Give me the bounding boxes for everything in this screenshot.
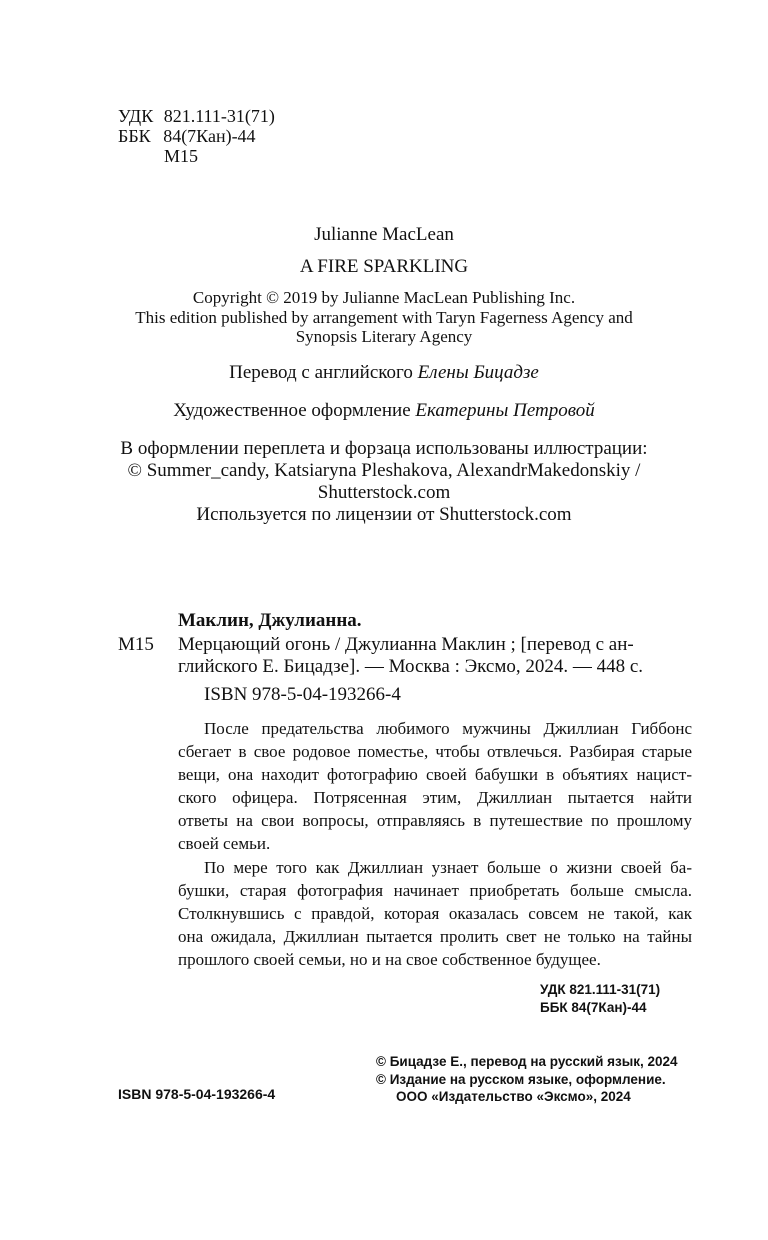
original-author: Julianne MacLean: [314, 224, 454, 245]
illustration-line: В оформлении переплета и форзаца использованы иллюстрации:: [120, 438, 648, 459]
translator-name: Елены Бицадзе: [417, 362, 539, 383]
copyright-block: [376, 1053, 678, 1106]
illustration-line: © Summer_candy, Katsiaryna Pleshakova, AlexandrMakedonskiy /: [127, 460, 641, 481]
annotation-line: ского офицера. Потрясенная этим, Джиллиан пытается найти: [178, 788, 692, 807]
description-line: Мерцающий огонь / Джулианна Маклин ; [перевод с ан-: [178, 634, 634, 655]
description-line: глийского Е. Бицадзе]. — Москва : Эксмо, 2024. — 448 с.: [178, 656, 644, 677]
illustration-line: Используется по лицензии от Shutterstock.com: [196, 504, 572, 525]
copyright-line: © Бицадзе Е., перевод на русский язык, 2024: [376, 1054, 678, 1069]
annotation-line: сбегает в свое родовое поместье, чтобы отвлечься. Разбирая старые: [178, 742, 692, 761]
catalog-description: [178, 634, 643, 678]
annotation-line: она ожидала, Джиллиан пытается пролить свет не только на тайны: [178, 927, 692, 946]
udk-line: [118, 106, 275, 127]
copyright-line: This edition published by arrangement with Taryn Fagerness Agency and: [135, 307, 633, 327]
catalog-heading: Маклин, Джулианна.: [178, 610, 362, 631]
catalog-isbn: ISBN 978-5-04-193266-4: [204, 684, 401, 705]
bbk-value: 84(7Кан)-44: [163, 126, 256, 146]
translation-credit: [0, 362, 768, 384]
annotation-line: бушки, старая фотография начинает приобретать больше смысла.: [178, 881, 692, 900]
udk-value: 821.111-31(71): [163, 106, 275, 126]
isbn-bold: ISBN 978-5-04-193266-4: [118, 1086, 276, 1102]
illustration-credits: [0, 438, 768, 526]
annotation-line: вещи, она находит фотографию своей бабушки в объятиях нацист-: [178, 765, 692, 784]
annotation-line: По мере того как Джиллиан узнает больше о жизни своей ба-: [204, 858, 692, 877]
design-prefix: Художественное оформление: [173, 400, 411, 421]
annotation-line: После предательства любимого мужчины Джиллиан Гиббонс: [204, 719, 692, 738]
annotation-line: прошлого своей семьи, но и на свое собственное будущее.: [178, 950, 601, 969]
translation-prefix: Перевод с английского: [229, 362, 413, 383]
bottom-codes: [540, 981, 660, 1017]
illustration-line: Shutterstock.com: [317, 482, 451, 503]
author-mark: М15: [164, 146, 199, 166]
annotation-line: своей семьи.: [178, 834, 271, 853]
copyright-line: © Издание на русском языке, оформление.: [376, 1071, 666, 1087]
copyright-line: Synopsis Literary Agency: [295, 327, 473, 346]
bottom-bbk: ББК 84(7Кан)-44: [540, 1000, 647, 1015]
designer-name: Екатерины Петровой: [415, 400, 595, 421]
design-credit: [0, 400, 768, 422]
bottom-udk: УДК 821.111-31(71): [540, 982, 661, 997]
original-title: A FIRE SPARKLING: [299, 256, 469, 277]
annotation-line: ответы на свои вопросы, отправляясь в путешествие по прошлому: [178, 811, 692, 830]
udk-label: УДК: [118, 106, 154, 126]
copyright-line: Copyright © 2019 by Julianne MacLean Publishing Inc.: [192, 288, 576, 307]
bbk-line: [118, 126, 256, 147]
catalog-mark: М15: [118, 634, 154, 655]
annotation-line: Столкнувшись с правдой, которая оказалась совсем не такой, как: [178, 904, 692, 923]
copyright-line: ООО «Издательство «Эксмо», 2024: [396, 1089, 631, 1104]
bbk-label: ББК: [118, 126, 151, 146]
copyright-original: [0, 288, 768, 347]
